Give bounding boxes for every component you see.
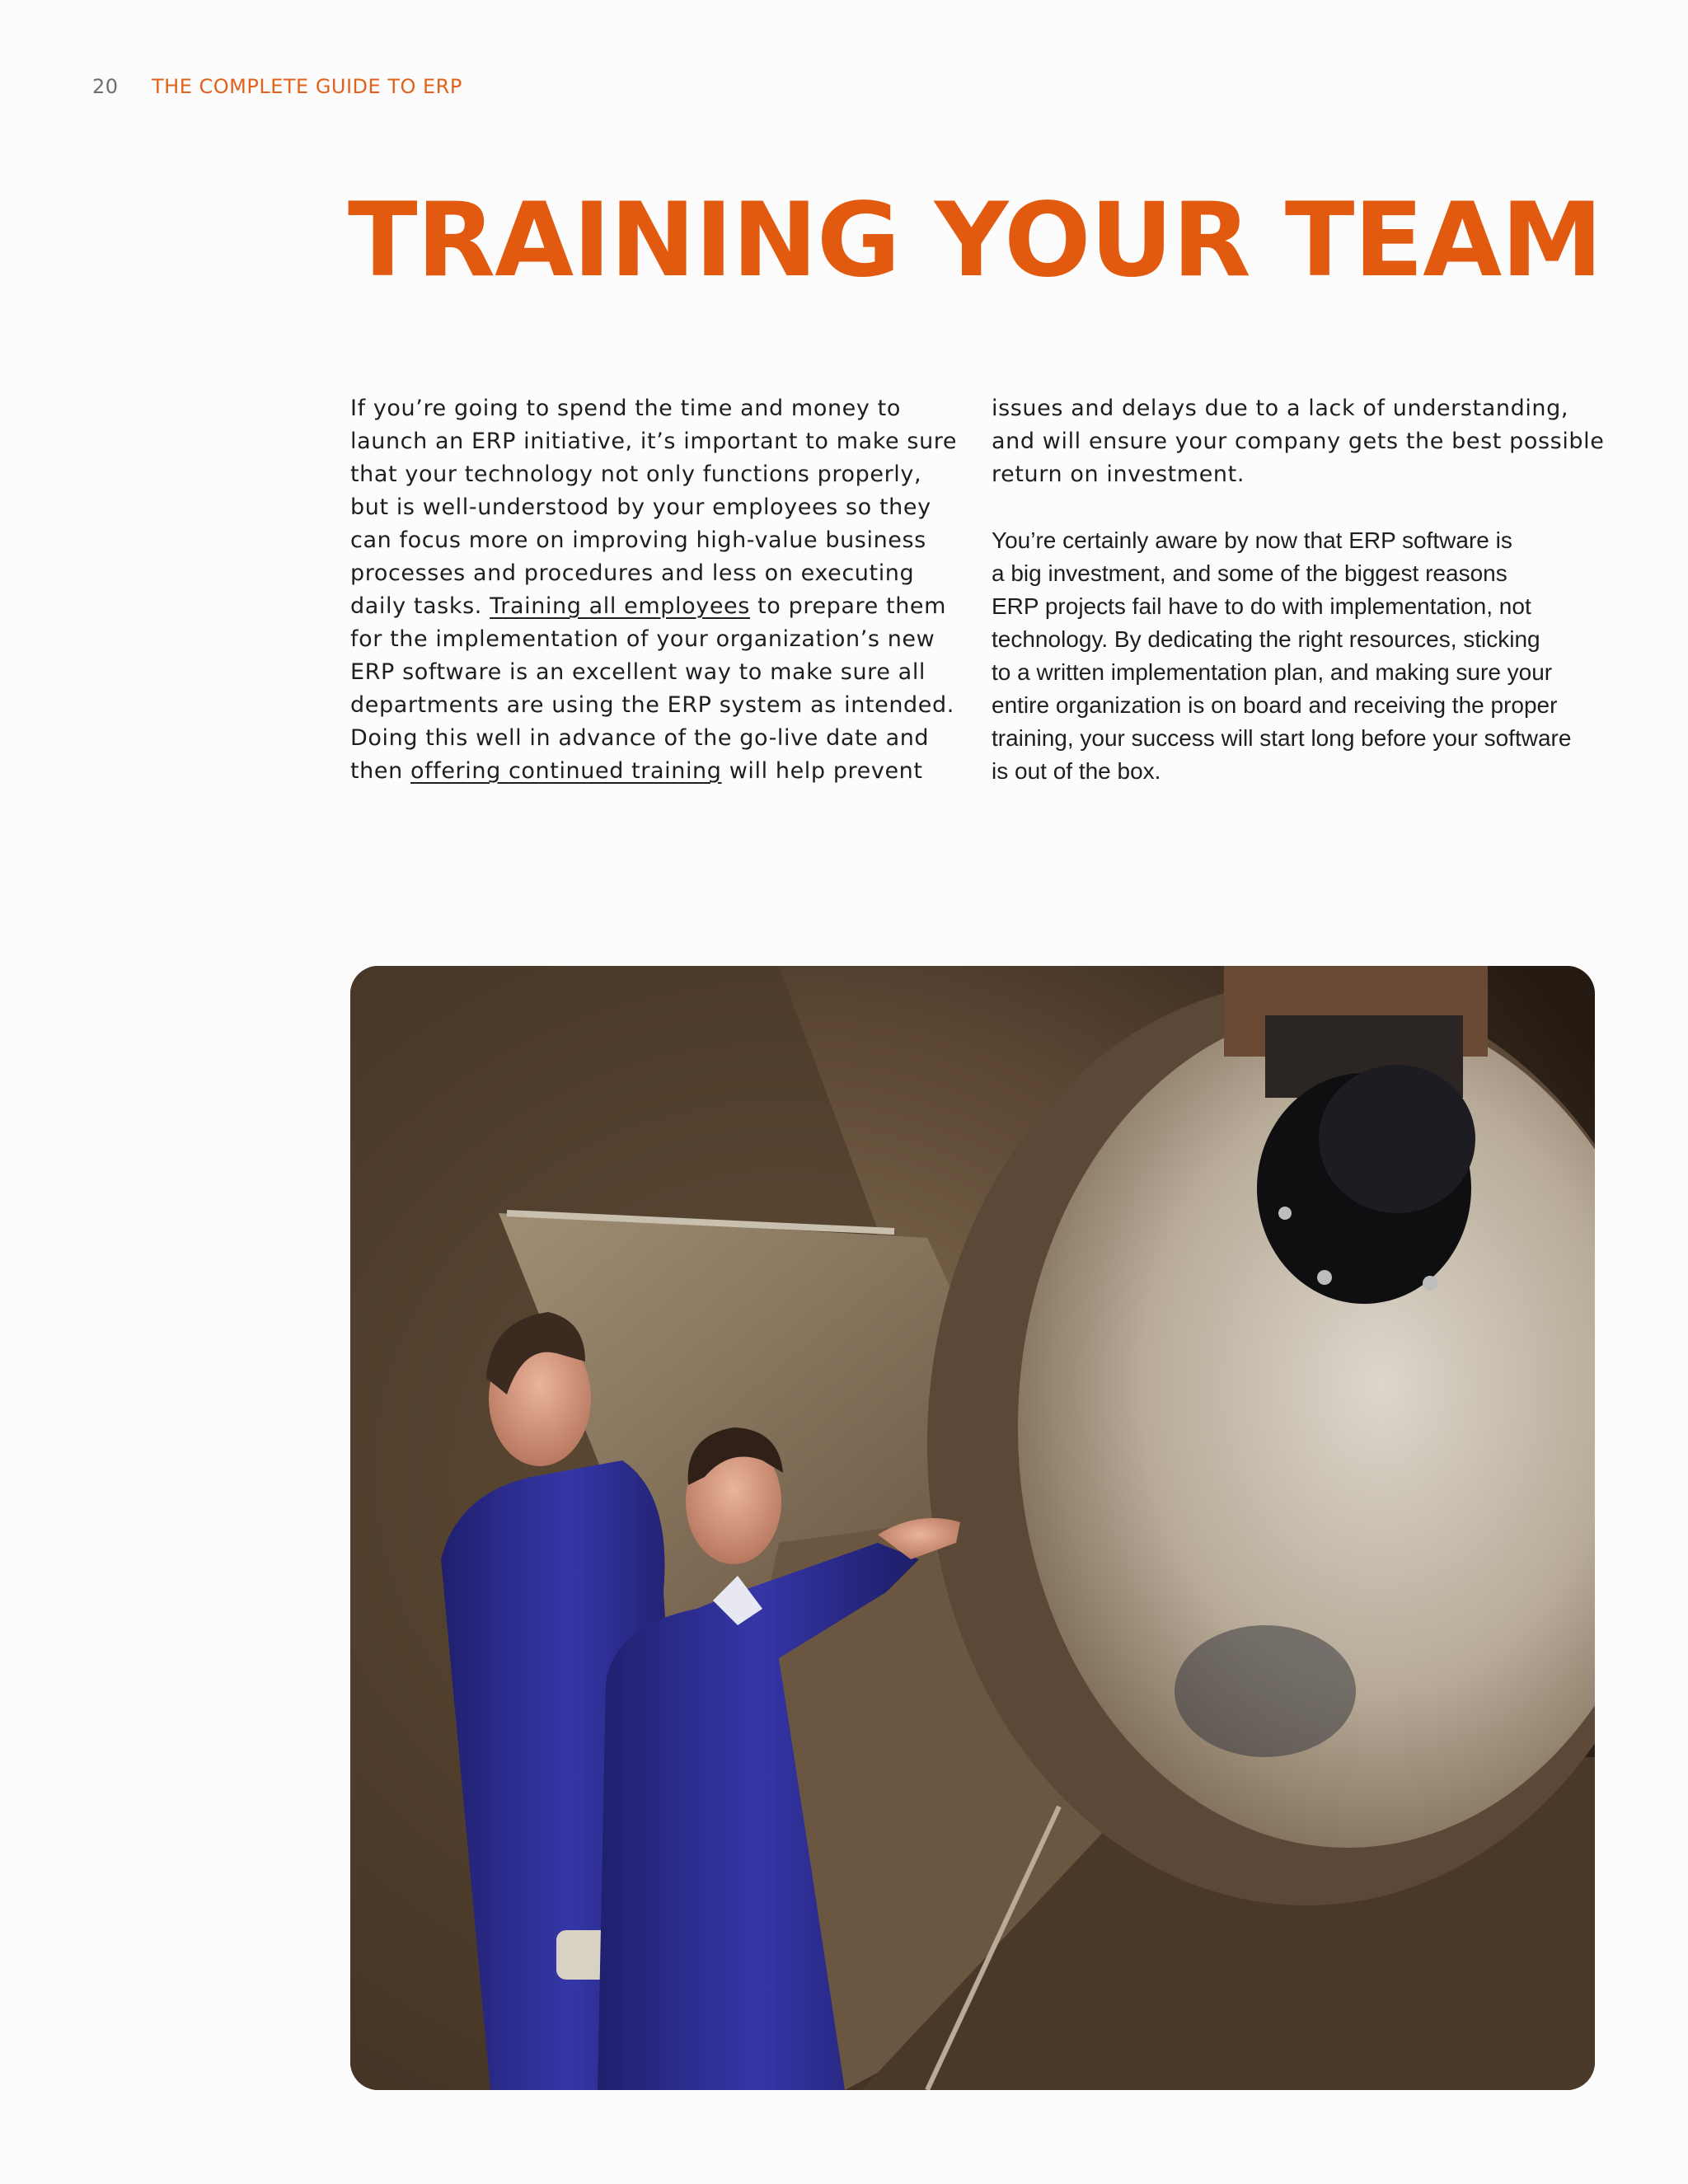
page-number: 20 bbox=[92, 75, 119, 98]
text-line: to a written implementation plan, and making sure your bbox=[992, 659, 1553, 685]
text-line: ERP software is an excellent way to make sure all bbox=[350, 659, 926, 685]
text-fragment: will help prevent bbox=[721, 758, 923, 784]
training-all-employees-link[interactable]: Training all employees bbox=[490, 593, 750, 619]
page-title: TRAINING YOUR TEAM bbox=[348, 181, 1602, 300]
text-line: a big investment, and some of the biggest reasons bbox=[992, 560, 1507, 586]
text-line: can focus more on improving high-value business bbox=[350, 527, 926, 553]
text-line: Doing this well in advance of the go-live date and bbox=[350, 725, 930, 751]
text-line: is out of the box. bbox=[992, 758, 1161, 784]
text-line: training, your success will start long before your software bbox=[992, 725, 1572, 751]
offering-continued-training-link[interactable]: offering continued training bbox=[410, 758, 722, 784]
text-line: that your technology not only functions properly, bbox=[350, 462, 922, 487]
investment-paragraph bbox=[992, 524, 1625, 788]
workers-turbine-photo bbox=[350, 966, 1595, 2090]
text-fragment: then bbox=[350, 758, 411, 784]
text-line: launch an ERP initiative, it’s important to make sure bbox=[350, 429, 958, 454]
text-line: processes and procedures and less on executing bbox=[350, 560, 915, 586]
text-line: but is well-understood by your employees so they bbox=[350, 494, 931, 520]
text-line: ERP projects fail have to do with implementation, not bbox=[992, 593, 1531, 619]
photo-illustration bbox=[350, 966, 1595, 2090]
text-fragment: to prepare them bbox=[749, 593, 947, 619]
bolt-shape bbox=[1278, 1207, 1292, 1220]
page-header bbox=[92, 73, 462, 101]
text-line: issues and delays due to a lack of understanding, bbox=[992, 396, 1569, 421]
text-fragment: daily tasks. bbox=[350, 593, 490, 619]
text-line: entire organization is on board and receiving the proper bbox=[992, 692, 1558, 718]
bearing-cap-shape bbox=[1319, 1065, 1475, 1213]
running-title: THE COMPLETE GUIDE TO ERP bbox=[152, 75, 462, 98]
text-line: technology. By dedicating the right resources, sticking bbox=[992, 626, 1540, 652]
text-line: You’re certainly aware by now that ERP software is bbox=[992, 527, 1512, 553]
body-column-left bbox=[350, 392, 983, 788]
text-line: departments are using the ERP system as intended. bbox=[350, 692, 954, 718]
text-line: return on investment. bbox=[992, 462, 1245, 487]
text-line: If you’re going to spend the time and money to bbox=[350, 396, 901, 421]
text-line bbox=[350, 590, 983, 623]
body-column-right bbox=[992, 392, 1625, 788]
hub-stain-shape bbox=[1175, 1625, 1356, 1757]
text-line: and will ensure your company gets the best possible bbox=[992, 429, 1605, 454]
bolt-shape bbox=[1317, 1270, 1332, 1285]
text-line: for the implementation of your organization’s new bbox=[350, 626, 935, 652]
intro-paragraph bbox=[350, 392, 983, 788]
continued-paragraph bbox=[992, 392, 1625, 491]
text-line bbox=[350, 755, 983, 788]
bolt-shape bbox=[1423, 1276, 1437, 1291]
